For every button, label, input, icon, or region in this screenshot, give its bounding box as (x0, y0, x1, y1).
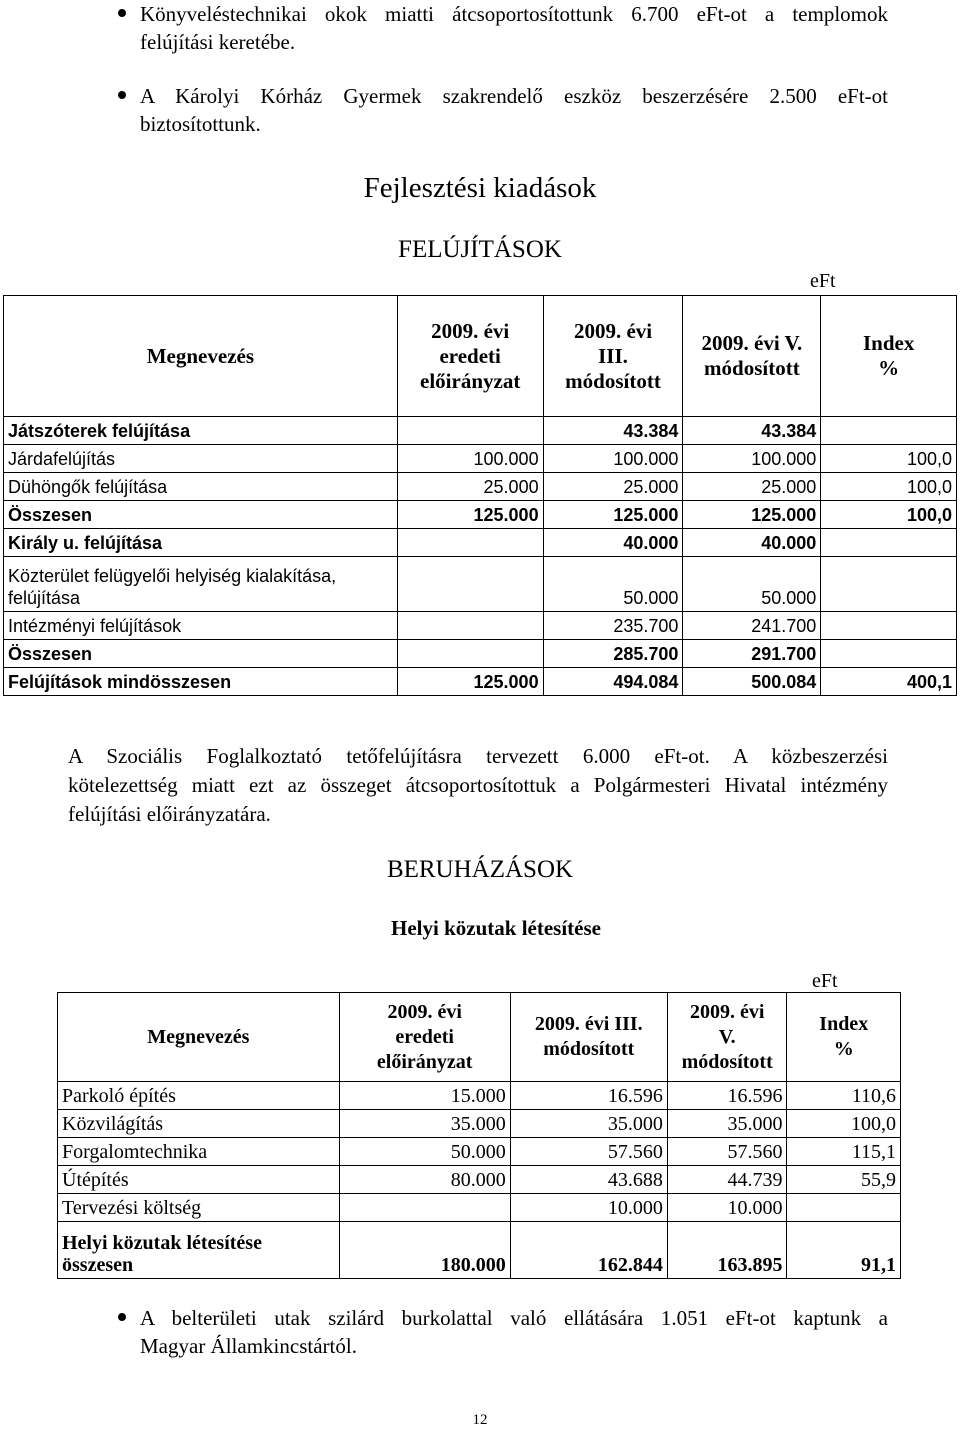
table-row: Tervezési költség 10.000 10.000 (58, 1194, 901, 1222)
section-title-beruhazasok: BERUHÁZÁSOK (386, 856, 574, 883)
paragraph-szocialis (68, 742, 888, 829)
section-subtitle-kozutak: Helyi közutak létesítése (391, 916, 601, 940)
header-v-modositott: 2009. évi V. módosított (683, 296, 821, 417)
table-row: Járdafelújítás 100.000 100.000 100.000 100,0 (4, 445, 957, 473)
header-v-modositott: 2009. évi V. módosított (667, 993, 787, 1082)
page-number: 12 (472, 1412, 488, 1428)
bullet-text-1 (140, 0, 888, 56)
paragraph-line-1: A Szociális Foglalkoztató tetőfelújításra tervezett 6.000 eFt-ot. A közbeszerzési (68, 744, 888, 768)
bullet-text-2 (140, 82, 888, 138)
header-eredeti: 2009. évi eredeti előirányzat (397, 296, 543, 417)
bullet-bottom-line-2: Magyar Államkincstártól. (140, 1334, 357, 1358)
table-row: Király u. felújítása 40.000 40.000 (4, 529, 957, 557)
table-row: Útépítés 80.000 43.688 44.739 55,9 (58, 1166, 901, 1194)
table-row: Közterület felügyelői helyiség kialakítása, felújítása 50.000 50.000 (4, 557, 957, 612)
table-header-row (4, 296, 957, 417)
section-title-fejlesztesi: Fejlesztési kiadások (363, 172, 597, 204)
header-index: Index % (821, 296, 957, 417)
bullet-1-line-1: Könyveléstechnikai okok miatti átcsoportosítottunk 6.700 eFt-ot a templomok (140, 2, 888, 26)
header-iii-modositott: 2009. évi III. módosított (543, 296, 683, 417)
table-row: Dühöngők felújítása 25.000 25.000 25.000 100,0 (4, 473, 957, 501)
bullet-2-line-1: A Károlyi Kórház Gyermek szakrendelő eszköz beszerzésére 2.500 eFt-ot (140, 84, 888, 108)
bullet-text-bottom (140, 1304, 888, 1360)
bullet-2-line-2: biztosítottunk. (140, 112, 261, 136)
section-subtitle-felujitasok: FELÚJÍTÁSOK (398, 236, 562, 263)
bullet-icon (118, 1313, 126, 1321)
unit-label: eFt (810, 270, 836, 292)
header-eredeti: 2009. évi eredeti előirányzat (339, 993, 510, 1082)
unit-label-2: eFt (812, 970, 838, 992)
table-row: Intézményi felújítások 235.700 241.700 (4, 612, 957, 640)
bullet-icon (118, 9, 126, 17)
header-megnevezes: Megnevezés (58, 993, 340, 1082)
table-row: Játszóterek felújítása 43.384 43.384 (4, 417, 957, 445)
header-index: Index % (787, 993, 901, 1082)
table-row: Forgalomtechnika 50.000 57.560 57.560 115,1 (58, 1138, 901, 1166)
header-iii-modositott: 2009. évi III. módosított (510, 993, 667, 1082)
bullet-icon (118, 91, 126, 99)
felujitasok-table (3, 295, 957, 696)
kozutak-table (57, 992, 901, 1279)
table-row-grand-total: Felújítások mindösszesen 125.000 494.084 500.084 400,1 (4, 668, 957, 696)
header-megnevezes: Megnevezés (4, 296, 398, 417)
table-row: Parkoló építés 15.000 16.596 16.596 110,6 (58, 1082, 901, 1110)
bullet-bottom-line-1: A belterületi utak szilárd burkolattal való ellátására 1.051 eFt-ot kaptunk a (140, 1306, 888, 1330)
table-row: Közvilágítás 35.000 35.000 35.000 100,0 (58, 1110, 901, 1138)
table-row-subtotal: Összesen 285.700 291.700 (4, 640, 957, 668)
table-row-subtotal: Összesen 125.000 125.000 125.000 100,0 (4, 501, 957, 529)
table-row-total: Helyi közutak létesítése összesen 180.000 162.844 163.895 91,1 (58, 1222, 901, 1279)
table-header-row (58, 993, 901, 1082)
paragraph-line-2: kötelezettség miatt ezt az összeget átcsoportosítottuk a Polgármesteri Hivatal intézmény (68, 773, 888, 797)
bullet-1-line-2: felújítási keretébe. (140, 30, 296, 54)
paragraph-line-3: felújítási előirányzatára. (68, 802, 271, 826)
